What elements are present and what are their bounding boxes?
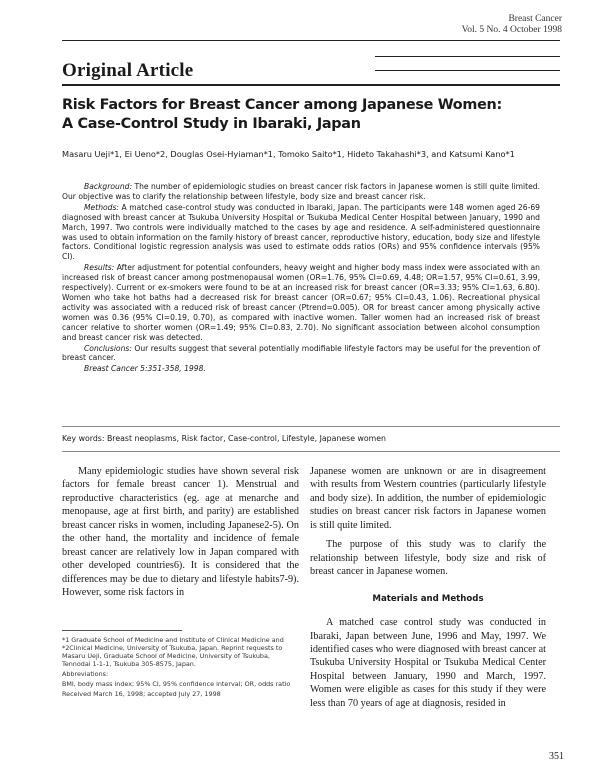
keywords-text: Breast neoplasms, Risk factor, Case-control, Lifestyle, Japanese women	[104, 434, 386, 443]
journal-volume: Vol. 5 No. 4 October 1998	[461, 25, 562, 35]
background-text: The number of epidemiologic studies on breast cancer risk factors in Japanese women is still quite limited. Our objective was to clarify the relationship between lifestyle, body size and breast cancer risk.	[62, 182, 540, 201]
page-number: 351	[549, 751, 564, 762]
title-line-2: A Case-Control Study in Ibaraki, Japan	[62, 116, 361, 132]
footnote-affiliations: *1 Graduate School of Medicine and Institute of Clinical Medicine and *2Clinical Medicine, University of Tsukuba, Japan. Reprint requests to Masaru Ueji, Graduate School of Medicine, University of Tsukuba, Tennodai 1-1-1, Tsukuba 305-8575, Japan.	[62, 636, 284, 668]
footnote-received: Received March 16, 1998; accepted July 27, 1998	[62, 690, 221, 698]
abstract-rule	[62, 426, 560, 427]
conclusions-text: Our results suggest that several potentially modifiable lifestyle factors may be useful for the prevention of breast cancer.	[62, 343, 540, 363]
intro-paragraph: Many epidemiologic studies have shown several risk factors for female breast cancer 1). Menstrual and reproductive characteristics (eg. age at menarche and menopause, age at first birth, and parity) are established breast cancer risks in women, including Japanese2-5). On the other hand, the mortality and incidence of female breast cancer are relatively low in Japan compared with other developed countries6). It is considered that the differences may be due to dietary and lifestyle habits7-9). However, some risk factors in	[62, 466, 299, 599]
section-rule-middle	[375, 70, 560, 71]
results-label: Results:	[84, 263, 115, 273]
intro-continued: Japanese women are unknown or are in disagreement with results from Western countries (particularly lifestyle and body size). In addition, the number of epidemiologic studies on breast cancer risk factors in Japanese women is still quite limited.	[310, 466, 546, 531]
footnote-rule	[62, 630, 182, 631]
background-label: Background:	[84, 182, 133, 191]
author-list: Masaru Ueji*1, Ei Ueno*2, Douglas Osei-Hyiaman*1, Tomoko Saito*1, Hideto Takahashi*3, and Katsumi Kano*1	[62, 149, 515, 159]
abstract-results	[62, 263, 540, 342]
journal-name: Breast Cancer	[508, 14, 562, 24]
keywords-rule	[62, 451, 560, 452]
body-left-column	[62, 465, 299, 600]
section-rule	[62, 84, 560, 86]
keywords-label: Key words:	[62, 434, 105, 443]
footnote-abbreviations-label: Abbreviations:	[62, 670, 109, 678]
section-rule-upper	[375, 56, 560, 57]
journal-header	[462, 14, 562, 36]
conclusions-label: Conclusions:	[84, 343, 132, 353]
title-line-1: Risk Factors for Breast Cancer among Japanese Women:	[62, 97, 502, 113]
section-label: Original Article	[62, 60, 194, 81]
methods-text: A matched case-control study was conducted in Ibaraki, Japan. The participants were 148 women aged 26-69 diagnosed with breast cancer at Tsukuba University Hospital or Tsukuba Medical Center Hospital between January, 1990 and March, 1997. Two controls were individually matched to the cases by age and residence. A self-administered questionnaire was used to obtain information on the family history of breast cancer, reproductive history, education, body size and lifestyle factors. Conditional logistic regression analysis was used to estimate odds ratios (ORs) and 95% confidence intervals (95% CI).	[62, 202, 540, 262]
citation-text: Breast Cancer 5:351-358, 1998.	[84, 364, 206, 374]
methods-heading: Materials and Methods	[372, 593, 484, 604]
purpose-paragraph: The purpose of this study was to clarify the relationship between lifestyle, body size and risk of breast cancer in Japanese women.	[310, 539, 546, 578]
body-right-column	[310, 465, 546, 710]
methods-paragraph: A matched case control study was conducted in Ibaraki, Japan between June, 1996 and May, 1997. We identified cases who were diagnosed with breast cancer at Tsukuba University Hospital or Tsukuba Medical Center Hospital between January, 1990 and March, 1997. Women were eligible as cases for this study if they were less than 70 years of age at diagnosis, resided in	[310, 617, 546, 709]
footnote-abbreviations: BMI, body mass index; 95% CI, 95% confidence interval; OR, odds ratio	[62, 680, 291, 688]
footnotes	[62, 636, 297, 700]
abstract-background	[62, 182, 540, 202]
keywords	[62, 434, 532, 444]
header-rule	[62, 40, 560, 41]
abstract-methods	[62, 203, 540, 262]
methods-label: Methods:	[84, 202, 119, 212]
abstract	[62, 182, 540, 374]
abstract-citation	[62, 364, 540, 374]
abstract-conclusions	[62, 344, 540, 364]
results-text: After adjustment for potential confounders, heavy weight and higher body mass index were associated with an increased risk of breast cancer among postmenopausal women (OR=1.76, 95% CI=0.69, 4.48; OR=1.57, 95% CI=0.61, 3.99, respectively). Current or ex-smokers were found to be at an increased risk for breast cancer (OR=3.33; 95% CI=1.63, 6.80). Women who take hot baths had a decreased risk for breast cancer (OR=0.67; 95% CI=0.43, 1.06). Recreational physical activity was associated with a reduced risk of breast cancer (Ptrend=0.005). OR for breast cancer among physically active women was 0.36 (95% CI=0.19, 0.70), as compared with inactive women. Taller women had an increased risk of breast cancer relative to shorter women (OR=1.49; 95% CI=0.83, 2.70). No significant association between alcohol consumption and breast cancer risk was detected.	[62, 263, 540, 342]
article-title	[62, 96, 542, 134]
